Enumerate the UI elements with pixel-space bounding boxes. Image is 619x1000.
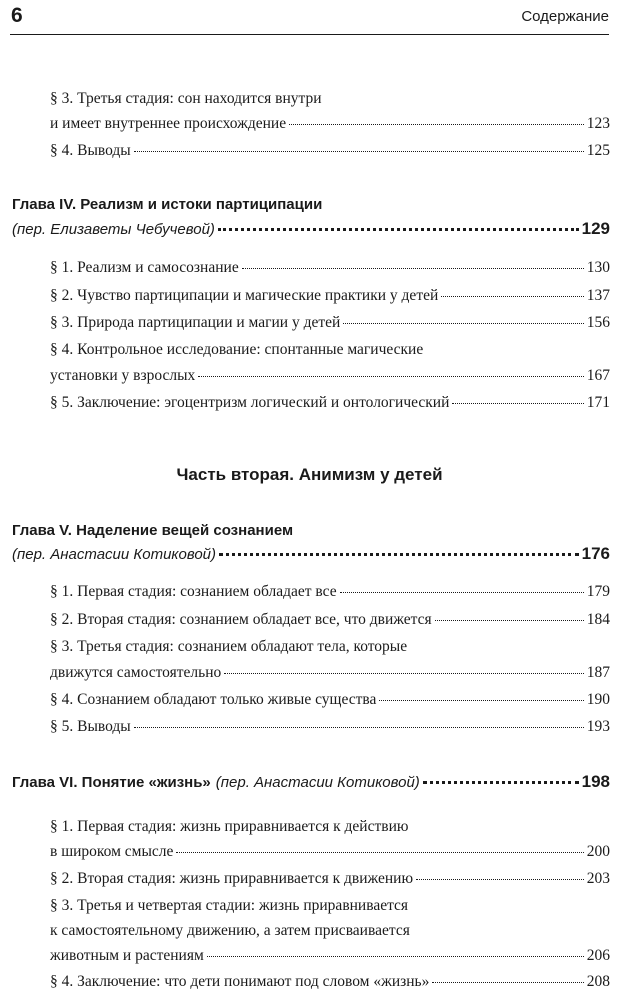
dot-leader	[289, 124, 584, 125]
part-title: Часть вторая. Анимизм у детей	[176, 465, 443, 484]
translator-credit: (пер. Анастасии Котиковой)	[215, 774, 420, 791]
toc-entry-line: к самостоятельному движению, а затем присваивается	[50, 922, 410, 939]
toc-page-ref: 137	[586, 287, 610, 304]
toc-page-ref: 179	[586, 583, 610, 600]
toc-page-ref: 125	[586, 142, 610, 159]
header-divider	[10, 34, 609, 35]
dot-leader	[224, 673, 584, 674]
toc-entry: в широком смысле 200	[50, 843, 610, 860]
toc-entry: § 3. Природа партиципации и магии у детей 156	[50, 314, 610, 331]
toc-entry: § 1. Первая стадия: сознанием обладает все 179	[50, 583, 610, 600]
toc-entry-line: § 1. Первая стадия: жизнь приравнивается к действию	[50, 818, 409, 835]
toc-entry: § 2. Вторая стадия: сознанием обладает все, что движется 184	[50, 611, 610, 628]
dot-leader	[452, 403, 583, 404]
toc-entry: § 1. Реализм и самосознание 130	[50, 259, 610, 276]
dot-leader	[423, 781, 579, 784]
dot-leader	[435, 620, 584, 621]
translator-credit: (пер. Елизаветы Чебучевой)	[12, 221, 215, 238]
chapter-entry	[12, 544, 610, 564]
chapter-entry	[12, 219, 610, 239]
toc-entry: § 5. Заключение: эгоцентризм логический и онтологический 171	[50, 394, 610, 411]
toc-entry-line: § 3. Третья стадия: сон находится внутри	[50, 90, 322, 107]
toc-entry: § 2. Чувство партиципации и магические практики у детей 137	[50, 287, 610, 304]
dot-leader	[343, 323, 583, 324]
translator-credit: (пер. Анастасии Котиковой)	[12, 546, 217, 563]
dot-leader	[176, 852, 583, 853]
dot-leader	[134, 151, 584, 152]
toc-entry-line: § 4. Контрольное исследование: спонтанные магические	[50, 341, 424, 358]
toc-page-ref: 208	[586, 973, 610, 990]
toc-entry-line: § 3. Третья стадия: сознанием обладают тела, которые	[50, 638, 408, 655]
page-number: 6	[11, 4, 23, 27]
toc-page-ref: 123	[586, 115, 610, 132]
toc-entry: § 4. Сознанием обладают только живые существа 190	[50, 691, 610, 708]
dot-leader	[416, 879, 584, 880]
toc-entry: § 4. Заключение: что дети понимают под словом «жизнь» 208	[50, 973, 610, 990]
toc-page-ref: 190	[586, 691, 610, 708]
running-header: Содержание	[521, 8, 609, 25]
toc-page-ref: 198	[581, 772, 610, 791]
toc-entry: § 4. Выводы 125	[50, 142, 610, 159]
toc-entry: движутся самостоятельно 187	[50, 664, 610, 681]
dot-leader	[134, 727, 584, 728]
toc-page-ref: 187	[586, 664, 610, 681]
toc-entry: установки у взрослых 167	[50, 367, 610, 384]
toc-entry: § 2. Вторая стадия: жизнь приравнивается к движению 203	[50, 870, 610, 887]
toc-page-ref: 156	[586, 314, 610, 331]
toc-page-ref: 130	[586, 259, 610, 276]
toc-entry: § 5. Выводы 193	[50, 718, 610, 735]
toc-entry: животным и растениям 206	[50, 947, 610, 964]
toc-page-ref: 184	[586, 611, 610, 628]
toc-page-ref: 200	[586, 843, 610, 860]
toc-page-ref: 171	[586, 394, 610, 411]
chapter-title: Глава VI. Понятие «жизнь»	[12, 774, 211, 791]
chapter-entry	[12, 772, 610, 792]
toc-page-ref: 203	[586, 870, 610, 887]
dot-leader	[198, 376, 583, 377]
chapter-title: Глава IV. Реализм и истоки партиципации	[12, 196, 323, 213]
toc-entry: и имеет внутреннее происхождение 123	[50, 115, 610, 132]
dot-leader	[242, 268, 584, 269]
toc-page-ref: 193	[586, 718, 610, 735]
toc-page-ref: 206	[586, 947, 610, 964]
toc-page-ref: 176	[581, 544, 610, 563]
dot-leader	[379, 700, 583, 701]
dot-leader	[432, 982, 583, 983]
toc-page-ref: 129	[581, 219, 610, 238]
toc-entry-line: § 3. Третья и четвертая стадии: жизнь приравнивается	[50, 897, 409, 914]
toc-page-ref: 167	[586, 367, 610, 384]
chapter-title: Глава V. Наделение вещей сознанием	[12, 522, 294, 539]
dot-leader	[219, 553, 579, 556]
dot-leader	[340, 592, 584, 593]
dot-leader	[218, 228, 579, 231]
dot-leader	[207, 956, 584, 957]
dot-leader	[441, 296, 583, 297]
